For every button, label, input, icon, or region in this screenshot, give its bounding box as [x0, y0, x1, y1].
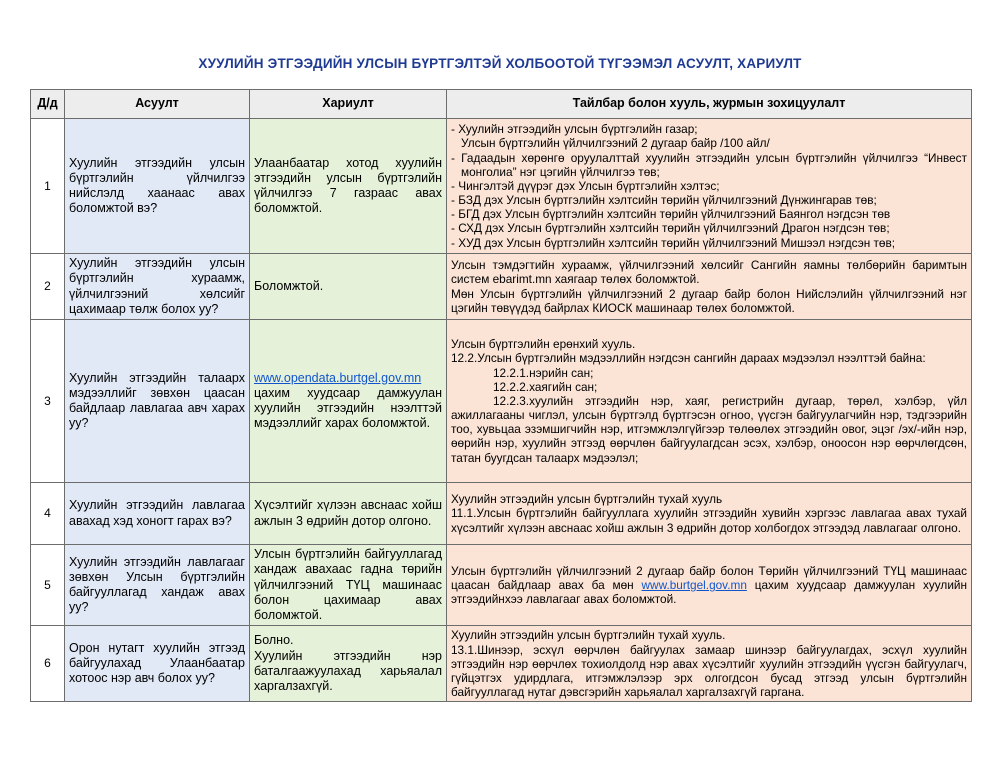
row-number: 1 [31, 119, 65, 254]
opendata-link[interactable]: www.opendata.burtgel.gov.mn [254, 370, 422, 385]
note-paragraph: Мөн Улсын бүртгэлийн үйлчилгээний 2 дугаар байр болон Нийслэлийн үйлчилгээний нэг цэгийн төвүүдэд байрлах КИОСК машинаар төлөх боломжтой. [451, 286, 967, 315]
note-cell [447, 626, 972, 702]
note-subitem: Улсын бүртгэлийн үйлчилгээний 2 дугаар байр /100 айл/ [461, 136, 770, 151]
answer-cell: Улаанбаатар хотод хуулийн этгээдийн улсын бүртгэлийн үйлчилгээ 7 газраас авах боломжтой. [250, 119, 447, 254]
table-row [31, 626, 972, 702]
note-item: - Хуулийн этгээдийн улсын бүртгэлийн газар; Улсын бүртгэлийн үйлчилгээний 2 дугаар байр /100 айл/ [451, 122, 967, 150]
note-paragraph: Хуулийн этгээдийн улсын бүртгэлийн тухай хууль. [451, 628, 726, 643]
note-paragraph: 12.2.3.хуулийн этгээдийн нэр, хаяг, регистрийн дугаар, төрөл, хэлбэр, үйл ажиллагааны чиглэл, улсын бүртгэлд бүртгэсэн огноо, үүсгэн байгуулагчийн нэр, тэдгээрийн тоо, хувьцаа эзэмшигчийн нэр, итгэмжлэлгүйгээр төлөөлөх этгээдийн овог, эцэг /эх/-ийн нэр, өөрийн нэр, хуулийн этгээд өөрчлөн байгуулагдсан эсэх, хэлбэр, оноосон нэр өөрчлөгдсөн, татан буугдсан талаарх мэдээлэл; [451, 393, 967, 465]
note-paragraph: Улсын тэмдэгтийн хураамж, үйлчилгээний хөлсийг Сангийн яамны төлбөрийн баримтын систем ebarimt.mn хаягаар төлөх боломжтой. [451, 258, 967, 287]
note-paragraph: Улсын бүртгэлийн ерөнхий хууль. [451, 337, 636, 352]
note-cell [447, 320, 972, 483]
answer-text: Хуулийн этгээдийн нэр баталгаажуулахад харьяалал харгалзахгүй. [254, 648, 442, 693]
table-row [31, 254, 972, 320]
table-row [31, 483, 972, 545]
note-item: - Гадаадын хөрөнгө оруулалттай хуулийн этгээдийн улсын бүртгэлийн үйлчилгээ “Инвест монголиа” нэг цэгийн үйлчилгээ төв; [451, 151, 967, 179]
question-cell: Хуулийн этгээдийн лавлагааг зөвхөн Улсын бүртгэлийн байгууллагад хандаж авах уу? [65, 545, 250, 626]
answer-text: Болно. [254, 633, 294, 648]
note-cell [447, 483, 972, 545]
note-paragraph: 12.2.2.хаягийн сан; [493, 379, 598, 394]
note-cell [447, 254, 972, 320]
header-question: Асуулт [65, 90, 250, 119]
answer-cell: Хүсэлтийг хүлээн авснаас хойш ажлын 3 өдрийн дотор олгоно. [250, 483, 447, 545]
note-paragraph: 11.1.Улсын бүртгэлийн байгууллага хуулийн этгээдийн хувийн хэргээс лавлагаа авах тухай хүсэлтийг хүлээн авснаас хойш ажлын 3 өдрийн дотор холбогдох этгээдэд лавлагааг олгоно. [451, 506, 967, 535]
note-paragraph: 12.2.1.нэрийн сан; [493, 365, 594, 380]
note-text: цахим хуудсаар дамжуулан хуулийн этгээдийнхээ лавлагааг авах боломжтой. [451, 578, 968, 607]
question-cell: Орон нутагт хуулийн этгээд байгуулахад Улаанбаатар хотоос нэр авч болох уу? [65, 626, 250, 702]
faq-table [30, 89, 972, 702]
header-answer: Хариулт [250, 90, 447, 119]
table-row [31, 320, 972, 483]
burtgel-link[interactable]: www.burtgel.gov.mn [641, 578, 747, 593]
note-paragraph: 12.2.Улсын бүртгэлийн мэдээллийн нэгдсэн сангийн дараах мэдээлэл нээлттэй байна: [451, 351, 926, 366]
note-item: - Чингэлтэй дүүрэг дэх Улсын бүртгэлийн хэлтэс; [451, 179, 967, 193]
note-item: - БЗД дэх Улсын бүртгэлийн хэлтсийн төрийн үйлчилгээний Дүнжингарав төв; [451, 193, 967, 207]
question-cell: Хуулийн этгээдийн улсын бүртгэлийн үйлчилгээ нийслэлд хаанаас авах боломжтой вэ? [65, 119, 250, 254]
note-cell [447, 119, 972, 254]
row-number: 5 [31, 545, 65, 626]
note-paragraph: 13.1.Шинээр, эсхүл өөрчлөн байгуулах замаар шинээр байгуулагдах, эсхүл хуулийн этгээдийн нэр өөрчлөх тохиолдолд нэр авах хүсэлтийг хуулийн этгээдийн үүсгэн байгуулагч, гүйцэтгэх удирдлага, итгэмжлэлээр эрх олгогдсон бусад этгээд улсын бүртгэлийн байгууллагад нутаг дэвсгэрийн харьяалал харгалзахгүй гаргана. [451, 642, 967, 699]
header-num: Д/д [31, 90, 65, 119]
answer-cell: Улсын бүртгэлийн байгууллагад хандаж авахаас гадна төрийн үйлчилгээний ТҮЦ машинаас болон цахимаар авах боломжтой. [250, 545, 447, 626]
question-cell: Хуулийн этгээдийн лавлагаа авахад хэд хоногт гарах вэ? [65, 483, 250, 545]
note-paragraph: Хуулийн этгээдийн улсын бүртгэлийн тухай хууль [451, 492, 723, 507]
header-note: Тайлбар болон хууль, журмын зохицуулалт [447, 90, 972, 119]
row-number: 6 [31, 626, 65, 702]
question-cell: Хуулийн этгээдийн талаарх мэдээллийг зөвхөн цаасан байдлаар лавлагаа авч харах уу? [65, 320, 250, 483]
answer-text: цахим хуудсаар дамжуулан хуулийн этгээдийн нээлттэй мэдээллийг харах боломжтой. [254, 385, 442, 431]
question-cell: Хуулийн этгээдийн улсын бүртгэлийн хураамж, үйлчилгээний хөлсийг цахимаар төлж болох уу? [65, 254, 250, 320]
answer-cell [250, 320, 447, 483]
answer-cell [250, 626, 447, 702]
table-row [31, 545, 972, 626]
answer-cell: Боломжтой. [250, 254, 447, 320]
note-text: Улсын бүртгэлийн үйлчилгээний 2 дугаар байр болон Төрийн үйлчилгээний ТҮЦ машинаас цаасан байдлаар авах ба мөн [451, 563, 967, 593]
row-number: 4 [31, 483, 65, 545]
note-item: - ХУД дэх Улсын бүртгэлийн хэлтсийн төрийн үйлчилгээний Мишээл нэгдсэн төв; [451, 236, 967, 250]
row-number: 3 [31, 320, 65, 483]
page-title: ХУУЛИЙН ЭТГЭЭДИЙН УЛСЫН БҮРТГЭЛТЭЙ ХОЛБООТОЙ ТҮГЭЭМЭЛ АСУУЛТ, ХАРИУЛТ [198, 56, 802, 71]
table-row [31, 119, 972, 254]
header-row [31, 90, 972, 119]
note-cell [447, 545, 972, 626]
row-number: 2 [31, 254, 65, 320]
note-item: - БГД дэх Улсын бүртгэлийн хэлтсийн төрийн үйлчилгээний Баянгол нэгдсэн төв [451, 207, 967, 221]
note-item: - СХД дэх Улсын бүртгэлийн хэлтсийн төрийн үйлчилгээний Драгон нэгдсэн төв; [451, 221, 967, 235]
